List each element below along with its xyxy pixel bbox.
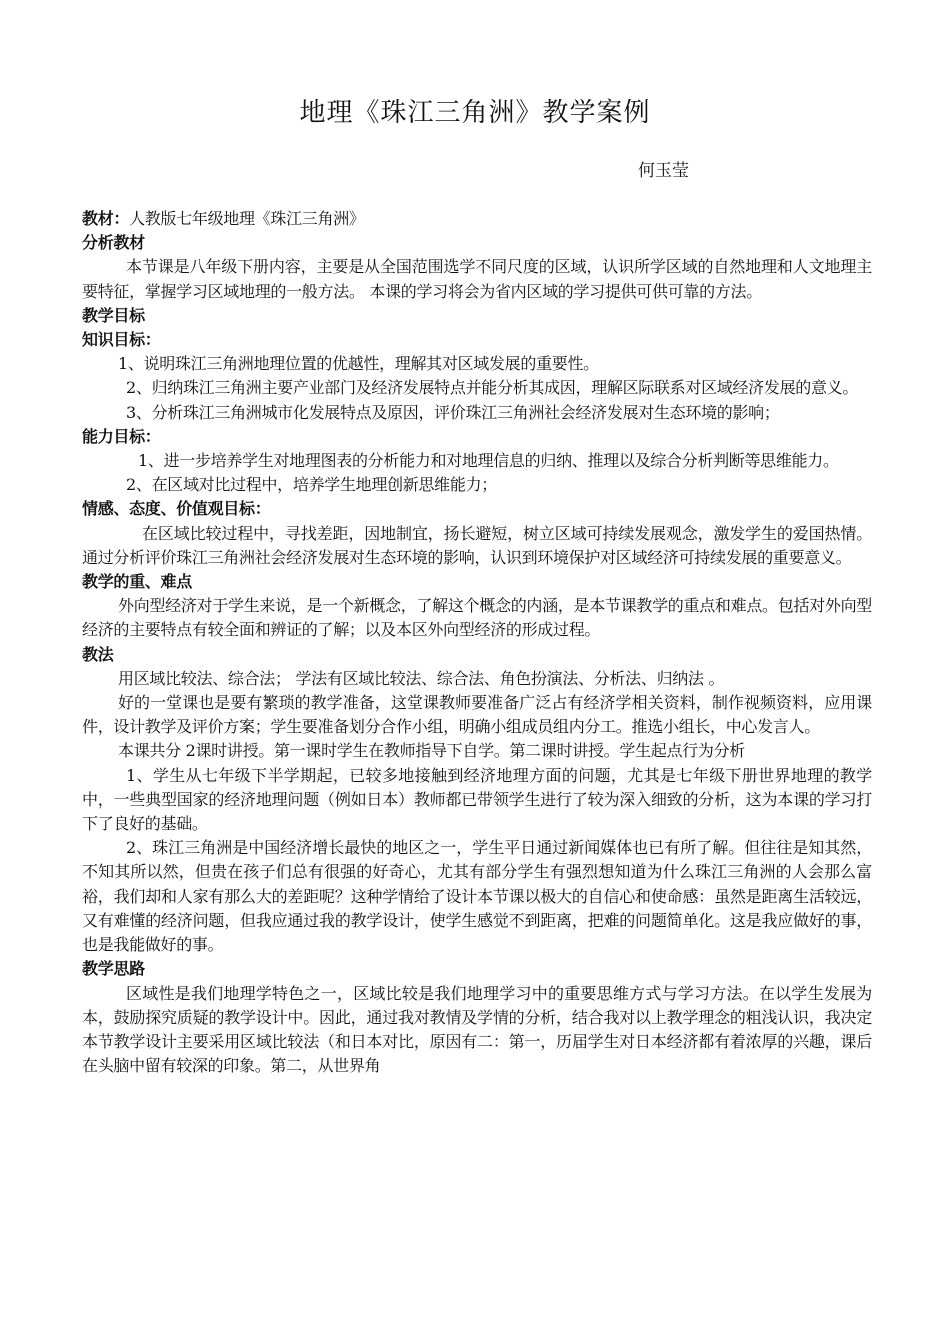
paragraph-analysis: 本节课是八年级下册内容，主要是从全国范围选学不同尺度的区域，认识所学区域的自然地理和人文地理主要特征，掌握学习区域地理的一般方法。 本课的学习将会为省内区域的学习提供可供可靠的方法。 (82, 257, 872, 301)
heading-teaching-thinking: 教学思路 (82, 959, 145, 979)
method-paragraph-1: 用区域比较法、综合法； 学法有区域比较法、综合法、角色扮演法、分析法、归纳法 。 (118, 668, 725, 688)
heading-emotion-goals: 情感、态度、价值观目标： (82, 499, 271, 519)
heading-analysis: 分析教材 (82, 233, 145, 253)
paragraph-key-points: 外向型经济对于学生来说，是一个新概念，了解这个概念的内涵，是本节课教学的重点和难点。包括对外向型经济的主要特点有较全面和辨证的了解；以及本区外向型经济的形成过程。 (82, 596, 872, 640)
heading-key-points: 教学的重、难点 (82, 572, 192, 592)
document-title: 地理《珠江三角洲》教学案例 (299, 98, 651, 128)
thinking-paragraph: 区域性是我们地理学特色之一，区域比较是我们地理学习中的重要思维方式与学习方法。在以学生发展为本，鼓励探究质疑的教学设计中。因此，通过我对教情及学情的分析，结合我对以上教学理念的粗浅认识，我决定本节教学设计主要采用区域比较法（和日本对比，原因有二：第一，历届学生对日本经济都有着浓厚的兴趣，课后在头脑中留有较深的印象。第二，从世界角 (82, 983, 872, 1076)
textbook-label: 教材： (82, 209, 130, 228)
method-paragraph-3: 本课共分 2课时讲授。第一课时学生在教师指导下自学。第二课时讲授。学生起点行为分析 (118, 741, 745, 761)
ability-goal-2: 2、在区域对比过程中，培养学生地理创新思维能力； (126, 475, 497, 495)
method-paragraph-4: 1、学生从七年级下半学期起，已较多地接触到经济地理方面的问题，尤其是七年级下册世界地理的教学中，一些典型国家的经济地理问题（例如日本）教师都已带领学生进行了较为深入细致的分析，这为本课的学习打下了良好的基础。 (82, 765, 872, 834)
heading-knowledge-goals: 知识目标： (82, 330, 161, 350)
knowledge-goal-3: 3、分析珠江三角洲城市化发展特点及原因，评价珠江三角洲社会经济发展对生态环境的影响； (126, 402, 780, 422)
knowledge-goal-1: 1、说明珠江三角洲地理位置的优越性，理解其对区域发展的重要性。 (118, 354, 599, 374)
knowledge-goal-2: 2、归纳珠江三角洲主要产业部门及经济发展特点并能分析其成因，理解区际联系对区域经济发展的意义。 (126, 378, 859, 398)
heading-ability-goals: 能力目标： (82, 426, 161, 446)
ability-goal-1: 1、进一步培养学生对地理图表的分析能力和对地理信息的归纳、推理以及综合分析判断等思维能力。 (138, 451, 839, 471)
method-paragraph-2: 好的一堂课也是要有繁琐的教学准备，这堂课教师要准备广泛占有经济学相关资料，制作视频资料，应用课件，设计教学及评价方案；学生要准备划分合作小组，明确小组成员组内分工。推选小组长，中心发言人。 (82, 693, 872, 737)
heading-goals: 教学目标 (82, 305, 145, 325)
heading-method: 教法 (82, 644, 114, 664)
method-paragraph-5: 2、珠江三角洲是中国经济增长最快的地区之一，学生平日通过新闻媒体也已有所了解。但往往是知其然，不知其所以然，但贵在孩子们总有很强的好奇心，尤其有部分学生有强烈想知道为什么珠江三角洲的人会那么富裕，我们却和人家有那么大的差距呢？这种学情给了设计本节课以极大的自信心和使命感：虽然是距离生活较远，又有难懂的经济问题，但我应通过我的教学设计，使学生感觉不到距离，把难的问题简单化。这是我应做好的事，也是我能做好的事。 (82, 838, 872, 955)
author-name: 何玉莹 (638, 161, 689, 181)
textbook-line (82, 207, 872, 231)
document-body (82, 207, 872, 1078)
emotion-goal-paragraph: 在区域比较过程中，寻找差距，因地制宜，扬长避短，树立区域可持续发展观念，激发学生的爱国热情。 通过分析评价珠江三角洲社会经济发展对生态环境的影响，认识到环境保护对区域经济可持续发展的重要意义。 (82, 523, 872, 567)
textbook-value: 人教版七年级地理《珠江三角洲》 (129, 209, 365, 228)
